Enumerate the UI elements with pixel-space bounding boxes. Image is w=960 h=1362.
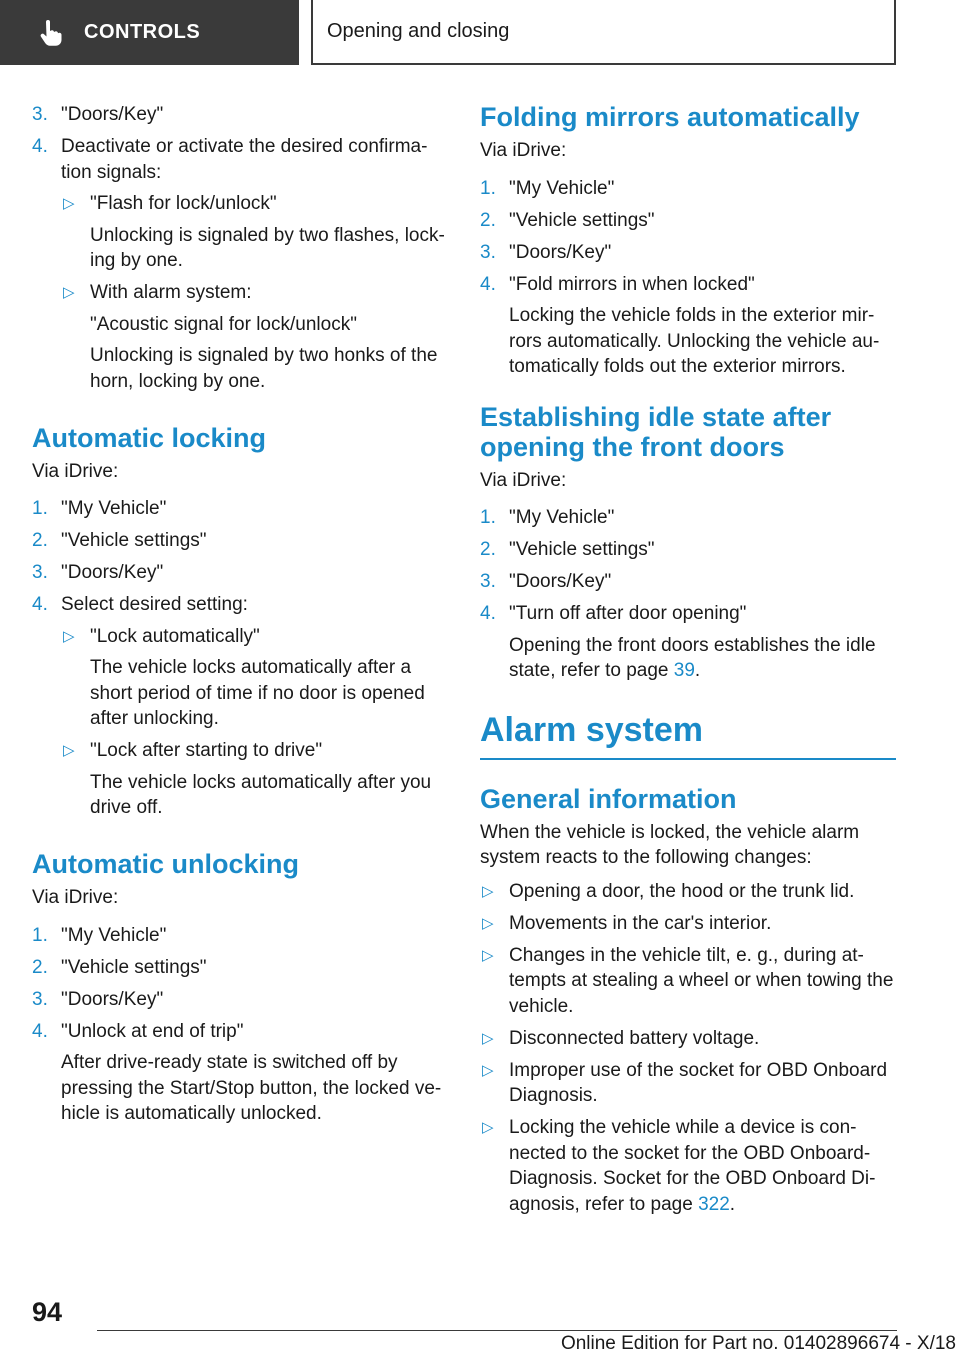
- step-number: 4.: [480, 273, 496, 295]
- bullet-triangle-icon: ▷: [482, 946, 494, 964]
- step-desc: [509, 633, 896, 684]
- chapter-title: Opening and closing: [327, 20, 510, 42]
- step-text: Select desired setting:: [61, 594, 248, 615]
- step-text: "Vehicle settings": [509, 539, 655, 560]
- option-desc: Unlocking is signaled by two honks of the horn, locking by one.: [90, 345, 438, 392]
- step-number: 3.: [480, 241, 496, 263]
- section-heading: Automatic unlocking: [32, 849, 300, 879]
- idle-state-steps: [480, 505, 896, 684]
- step-text: "Vehicle settings": [61, 530, 207, 551]
- bullet-suffix: .: [729, 1193, 736, 1215]
- right-column: [480, 102, 896, 1224]
- intro-text: When the vehicle is locked, the vehicle alarm system reacts to the following changes:: [480, 821, 860, 868]
- list-item: [32, 528, 450, 554]
- option-desc: The vehicle locks automatically after you drive off.: [90, 771, 432, 818]
- option-item: [61, 191, 450, 274]
- step-desc: Locking the vehicle folds in the exterior mir-rors automatically. Unlocking the vehicle au-tomatically folds out the exterior mirrors.: [509, 305, 880, 377]
- step-text: "Vehicle settings": [509, 209, 655, 231]
- fold-mirror-steps: [480, 176, 896, 380]
- step-text: "My Vehicle": [509, 177, 615, 199]
- step-number: 1.: [480, 177, 496, 199]
- section-heading: Automatic locking: [32, 422, 267, 453]
- chapter-section-title: Alarm system: [480, 710, 896, 760]
- step-text: "My Vehicle": [61, 498, 167, 519]
- section-heading: Folding mirrors automatically: [480, 102, 860, 132]
- list-item: [480, 1115, 896, 1217]
- section-tab: [0, 0, 299, 65]
- list-item: [480, 208, 896, 234]
- list-item: [480, 601, 896, 684]
- auto-lock-steps: [32, 496, 450, 827]
- option-item: [61, 738, 450, 821]
- option-desc: "Acoustic signal for lock/unlock": [90, 313, 357, 335]
- bullet-text: Changes in the vehicle tilt, e. g., during at-tempts at stealing a wheel or when towing the vehicle.: [509, 944, 894, 1017]
- option-desc: Unlocking is signaled by two flashes, lock-ing by one.: [90, 224, 445, 271]
- bullet-triangle-icon: ▷: [482, 914, 494, 932]
- section-heading: Establishing idle state after opening the front doors: [480, 401, 832, 462]
- step-text: "My Vehicle": [61, 924, 167, 946]
- lock-options: [61, 624, 450, 821]
- step-number: 3.: [32, 562, 48, 583]
- list-item: [480, 176, 896, 202]
- bullet-text: Improper use of the socket for OBD Onboard Diagnosis.: [509, 1059, 888, 1106]
- bullet-triangle-icon: ▷: [482, 1061, 494, 1079]
- via-label: Via iDrive:: [480, 469, 567, 491]
- bullet-text-wrap: [509, 1115, 896, 1217]
- list-item: [480, 272, 896, 380]
- bullet-triangle-icon: ▷: [482, 1119, 494, 1136]
- hand-pointer-icon: [36, 18, 66, 48]
- option-desc: The vehicle locks automatically after a short period of time if no door is opened after unlocking.: [90, 657, 425, 729]
- page-link[interactable]: 322: [698, 1193, 730, 1215]
- via-label: Via iDrive:: [32, 887, 119, 908]
- step-number: 1.: [32, 924, 48, 946]
- list-item: [480, 1026, 896, 1052]
- option-title: With alarm system:: [90, 282, 252, 303]
- alarm-trigger-list: [480, 879, 896, 1218]
- page-number: 94: [32, 1297, 63, 1327]
- bullet-triangle-icon: ▷: [482, 1029, 494, 1047]
- list-item: [32, 955, 450, 981]
- list-item: [32, 496, 450, 522]
- step-text: "Doors/Key": [61, 562, 164, 583]
- list-item: [32, 134, 450, 401]
- step-number: 3.: [32, 988, 48, 1010]
- section-label: CONTROLS: [84, 21, 201, 43]
- bullet-text: Locking the vehicle while a device is con-nected to the socket for the OBD Onboard-Diagnosis. Socket for the OBD Onboard Di-agnosis, refer to page: [509, 1117, 876, 1215]
- list-item: [480, 1058, 896, 1109]
- step-text: "Doors/Key": [61, 988, 164, 1010]
- page-link[interactable]: 39: [673, 660, 695, 681]
- option-title: "Lock after starting to drive": [90, 740, 323, 761]
- list-item: [480, 240, 896, 266]
- step-number: 2.: [32, 530, 48, 551]
- list-item: [480, 943, 896, 1020]
- step-text: "Vehicle settings": [61, 956, 207, 978]
- bullet-text: Opening a door, the hood or the trunk lid.: [509, 880, 855, 902]
- step-number: 2.: [480, 209, 496, 231]
- option-item: [61, 624, 450, 732]
- step-number: 4.: [32, 1020, 48, 1042]
- list-item: [32, 592, 450, 827]
- step-number: 3.: [32, 104, 48, 125]
- list-item: [32, 102, 450, 128]
- bullet-triangle-icon: ▷: [63, 195, 75, 212]
- list-item: [480, 569, 896, 595]
- bullet-triangle-icon: ▷: [63, 742, 75, 759]
- step-text: "Turn off after door opening": [509, 603, 747, 624]
- bullet-triangle-icon: ▷: [63, 284, 75, 301]
- step-number: 1.: [480, 507, 496, 528]
- list-item: [480, 505, 896, 531]
- list-item: [32, 1019, 450, 1127]
- step-text: "My Vehicle": [509, 507, 615, 528]
- bullet-text: Disconnected battery voltage.: [509, 1027, 760, 1049]
- step-text: "Doors/Key": [509, 571, 612, 592]
- bullet-text: Movements in the car's interior.: [509, 912, 772, 934]
- via-label: Via iDrive:: [480, 140, 567, 161]
- option-title: "Flash for lock/unlock": [90, 193, 277, 214]
- list-item: [480, 879, 896, 905]
- confirmation-options: [61, 191, 450, 394]
- step-number: 3.: [480, 571, 496, 592]
- step-text: "Unlock at end of trip": [61, 1020, 244, 1042]
- list-item: [480, 911, 896, 937]
- confirmation-steps: [32, 102, 450, 401]
- option-title: "Lock automatically": [90, 625, 260, 647]
- left-column: [32, 102, 450, 1133]
- list-item: [32, 560, 450, 586]
- via-label: Via iDrive:: [32, 460, 119, 482]
- list-item: [32, 923, 450, 949]
- desc-suffix: .: [694, 660, 701, 681]
- step-desc: After drive-ready state is switched off by pressing the Start/Stop button, the locked ve-hicle is automatically unlocked.: [61, 1052, 442, 1124]
- step-number: 4.: [32, 136, 48, 157]
- auto-unlock-steps: [32, 923, 450, 1127]
- section-heading: General information: [480, 783, 737, 814]
- step-text: "Fold mirrors in when locked": [509, 273, 755, 295]
- step-text: Deactivate or activate the desired confirma-tion signals:: [61, 136, 428, 183]
- footer-divider: [97, 1330, 897, 1331]
- step-desc-text: Opening the front doors establishes the idle state, refer to page: [509, 634, 876, 681]
- step-number: 2.: [32, 956, 48, 978]
- step-number: 4.: [480, 603, 496, 624]
- bullet-triangle-icon: ▷: [63, 627, 75, 645]
- option-item: [61, 280, 450, 394]
- list-item: [480, 537, 896, 563]
- step-number: 4.: [32, 594, 48, 615]
- step-text: "Doors/Key": [61, 104, 164, 125]
- step-number: 1.: [32, 498, 48, 519]
- step-number: 2.: [480, 539, 496, 560]
- list-item: [32, 987, 450, 1013]
- chapter-header: [311, 0, 896, 65]
- edition-note: Online Edition for Part no. 01402896674 - X/18: [560, 1333, 956, 1354]
- step-text: "Doors/Key": [509, 241, 612, 263]
- bullet-triangle-icon: ▷: [482, 882, 494, 900]
